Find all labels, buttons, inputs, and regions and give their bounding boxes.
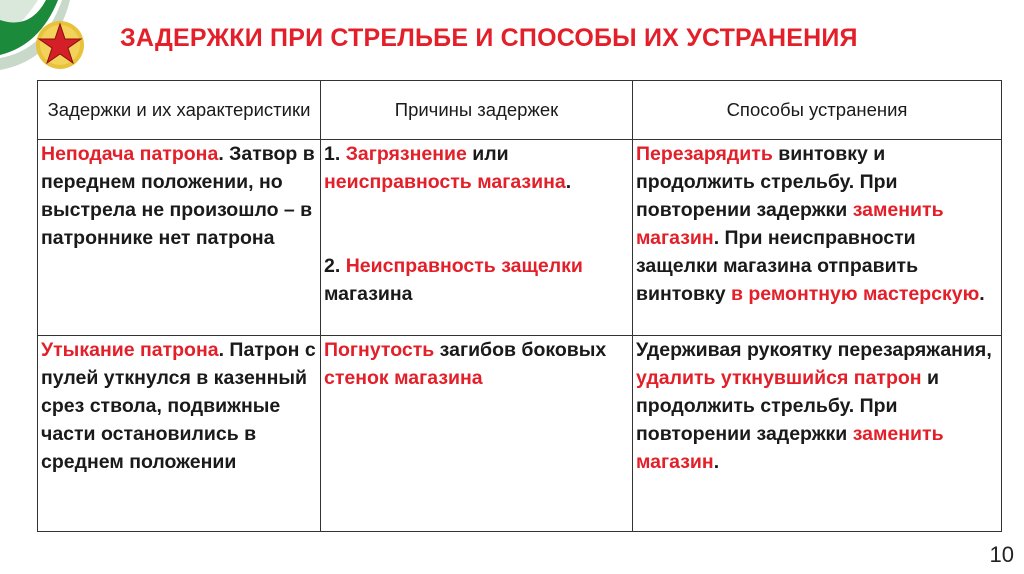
table-row	[38, 140, 1002, 336]
cause-keyword: неисправность магазина	[324, 171, 566, 193]
remedy-text: винтовку и продолжить стрельбу. При повторении задержки	[636, 143, 898, 221]
header-remedies: Способы устранения	[633, 81, 1002, 140]
cause-text: или	[466, 143, 509, 165]
page-title: ЗАДЕРЖКИ ПРИ СТРЕЛЬБЕ И СПОСОБЫ ИХ УСТРАНЕНИЯ	[120, 24, 858, 52]
remedy-cell	[633, 336, 1002, 532]
remedy-keyword: в ремонтную мастерскую	[730, 283, 980, 305]
stoppage-cell	[38, 336, 321, 532]
remedy-keyword: удалить уткнувшийся патрон	[636, 367, 922, 389]
stoppage-description: . Патрон с пулей уткнулся в казенный срез ствола, подвижные части остановились в среднем положении	[41, 339, 316, 473]
remedy-keyword: заменить магазин	[636, 199, 944, 249]
cause-keyword: стенок магазина	[324, 367, 483, 389]
cause-cell	[321, 140, 633, 336]
remedy-text: .	[713, 451, 720, 473]
remedy-keyword: Перезарядить	[636, 143, 773, 165]
remedy-cell	[633, 140, 1002, 336]
army-star-emblem	[0, 0, 110, 80]
cause-keyword: Неисправность защелки	[345, 255, 583, 277]
cause-text: .	[565, 171, 572, 193]
cause-number: 2.	[324, 255, 346, 277]
remedy-keyword: заменить магазин	[636, 423, 944, 473]
remedy-text: Удерживая рукоятку перезаряжания,	[636, 339, 992, 361]
cause-keyword: Загрязнение	[345, 143, 467, 165]
remedy-text: . При неисправности защелки магазина отправить винтовку	[636, 227, 919, 305]
table-row	[38, 336, 1002, 532]
stoppage-name: Утыкание патрона	[41, 339, 219, 361]
cause-number: 1.	[324, 143, 346, 165]
header-causes: Причины задержек	[321, 81, 633, 140]
cause-text: магазина	[324, 283, 413, 305]
stoppage-description: . Затвор в переднем положении, но выстрела не произошло – в патроннике нет патрона	[41, 143, 315, 249]
cause-text: загибов боковых	[434, 339, 607, 361]
stoppage-cell	[38, 140, 321, 336]
stoppage-name: Неподача патрона	[41, 143, 219, 165]
cause-cell	[321, 336, 633, 532]
table-header-row	[38, 81, 1002, 140]
cause-keyword: Погнутость	[324, 339, 435, 361]
remedy-text: и продолжить стрельбу. При повторении задержки	[636, 367, 939, 445]
stoppages-table	[37, 80, 1002, 532]
remedy-text: .	[979, 283, 985, 305]
page-number: 10	[989, 542, 1014, 567]
header-stoppages: Задержки и их характеристики	[38, 81, 321, 140]
